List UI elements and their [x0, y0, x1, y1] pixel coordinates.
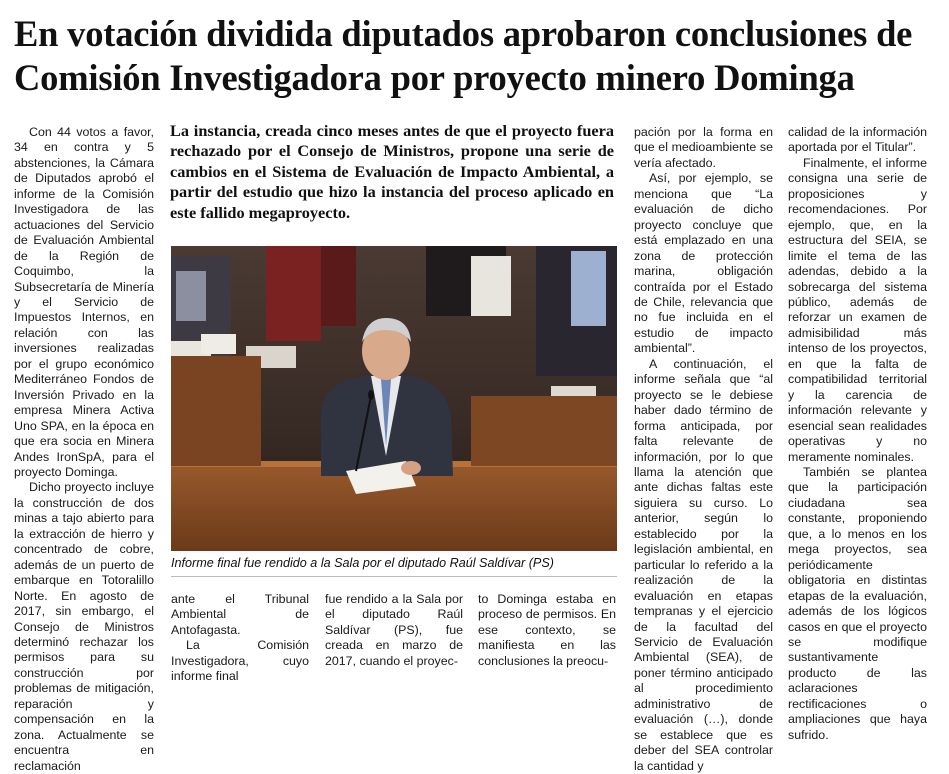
article-column-5	[634, 125, 773, 774]
paragraph: fue rendido a la Sala por el diputado Raúl Saldívar (PS), fue creada en marzo de 2017, cuando el proyec-	[325, 592, 463, 668]
paragraph: A continuación, el informe señala que “al proyecto se le debiese haber dado término de forma anticipada, por falta relevante de información, por lo que llama la atención que ante dichas faltas este siguiera su curso. Lo anterior, según lo establecido por la legislación ambiental, en particular lo referido a la realización de la evaluación en etapas tempranas y el ejercicio de la facultad del Servicio de Evaluación Ambiental (SEA), de poner término anticipado al procedimiento administrativo de evaluación (…), donde se establece que es deber del SEA controlar la cantidad y	[634, 356, 773, 773]
paragraph: calidad de la información aportada por el Titular”.	[788, 125, 927, 155]
paragraph: La Comisión Investigadora, cuyo informe final	[171, 638, 309, 684]
article-column-3	[325, 592, 463, 669]
paragraph: Así, por ejemplo, se menciona que “La evaluación de dicho proyecto concluye que está emplazado en una zona de protección marina, obligación contraída por el Estado de Chile, relevancia que no fue incluida en el estudio de impacto ambiental”.	[634, 171, 773, 356]
photo-caption: Informe final fue rendido a la Sala por el diputado Raúl Saldívar (PS)	[171, 556, 554, 570]
article-column-4	[478, 592, 616, 669]
lead-paragraph: La instancia, creada cinco meses antes de que el proyecto fuera rechazado por el Consejo de Ministros, propone una serie de cambios en el Sistema de Evaluación de Impacto Ambiental, a partir del estudio que hizo la instancia del proceso aplicado en este fallido megaproyecto.	[170, 121, 614, 222]
paragraph: Finalmente, el informe consigna una serie de proposiciones y recomendaciones. Por ejemplo, que, en la estructura del SEIA, se limite el tema de las adendas, debido a la sobrecarga del sistema público, además de reforzar un examen de admisibilidad más intenso de los proyectos, en que la falta de compatibilidad territorial y la carencia de información relevante y esencial sean realidades operativas y no meramente nominales.	[788, 155, 927, 464]
paragraph: También se plantea que la participación ciudadana sea constante, proponiendo que, a lo menos en los mega proyectos, sea periódicamente obligatoria en distintas etapas de la evaluación, además de los lógicos casos en que el proyecto se modifique sustantivamente producto de las aclaraciones rectificaciones o ampliaciones que haya sufrido.	[788, 464, 927, 742]
speaker-at-podium-illustration	[171, 246, 617, 551]
paragraph: Con 44 votos a favor, 34 en contra y 5 abstenciones, la Cámara de Diputados aprobó el informe de la Comisión Investigadora de las actuaciones del Servicio de Evaluación Ambiental de la Región de Coquimbo, la Subsecretaría de Minería y el Servicio de Impuestos Internos, en relación con las inversiones realizadas por el grupo económico Mediterráneo Fondos de Inversión Privado en la empresa Minera Activa Uno SPA, en la época en que era socia en Minera Andes IronSpA, para el proyecto Dominga.	[14, 125, 154, 479]
article-photo	[171, 246, 617, 551]
article-column-2	[171, 592, 309, 685]
headline: En votación dividida diputados aprobaron conclusiones de Comisión Investigadora por proyecto minero Dominga	[14, 13, 913, 98]
article-column-6	[788, 125, 927, 743]
paragraph: to Dominga estaba en proceso de permisos. En ese contexto, se manifiesta en las conclusiones la preocu-	[478, 592, 616, 668]
paragraph: pación por la forma en que el medioambiente se vería afectado.	[634, 125, 773, 170]
paragraph: ante el Tribunal Ambiental de Antofagasta.	[171, 592, 309, 637]
paragraph: Dicho proyecto incluye la construcción de dos minas a tajo abierto para la extracción de hierro y concentrado de cobre, además de un puerto de embarque en Totoralillo Norte. En agosto de 2017, sin embargo, el Consejo de Ministros determinó rechazar los permisos para su construcción por problemas de mitigación, reparación y compensación en la zona. Actualmente se encuentra en reclamación	[14, 480, 154, 773]
article-column-1	[14, 125, 154, 774]
caption-divider	[171, 576, 617, 577]
